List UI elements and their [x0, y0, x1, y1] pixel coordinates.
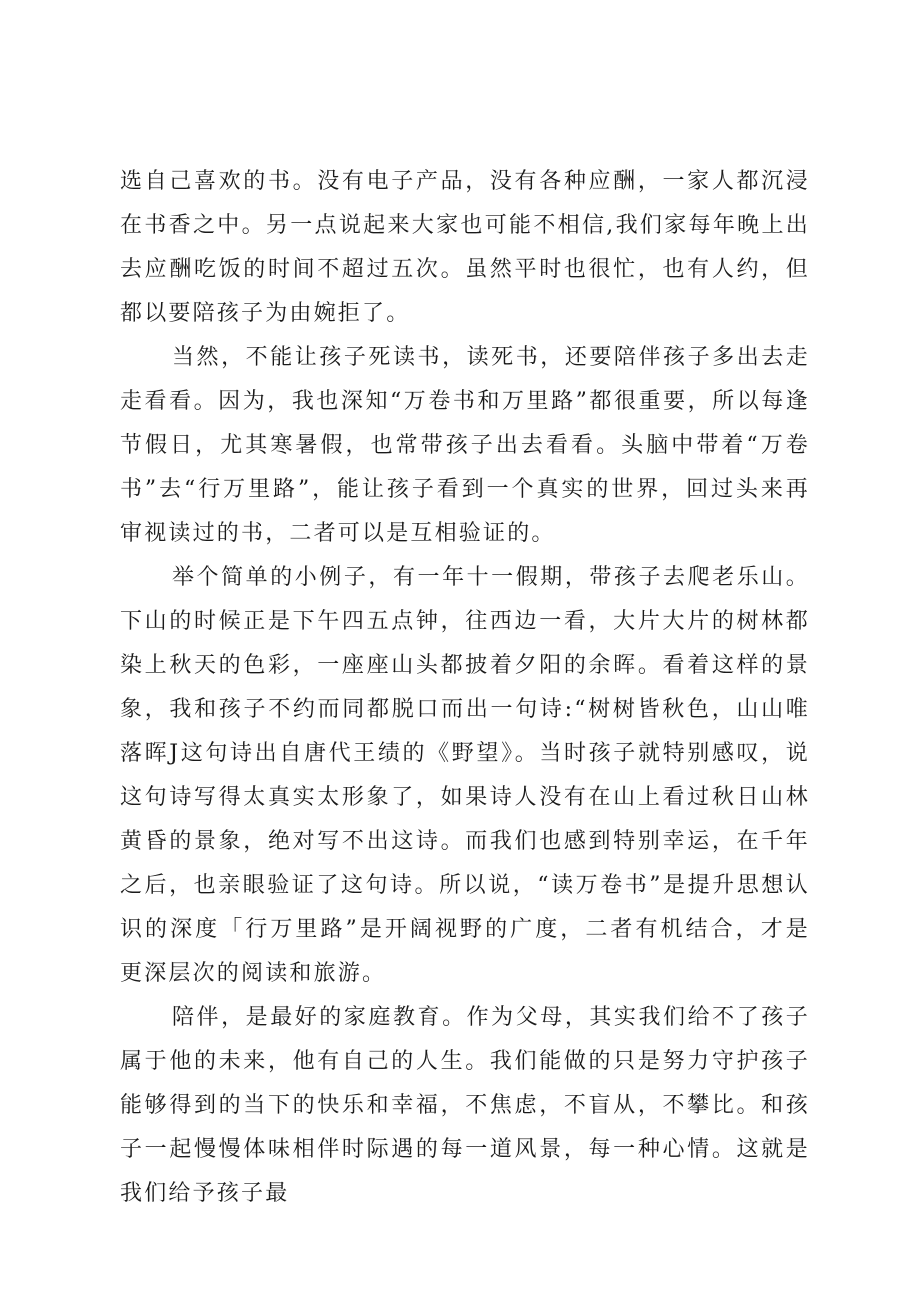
document-page: [120, 160, 810, 1216]
paragraph-3: 举个简单的小例子，有一年十一假期，带孩子去爬老乐山。下山的时候正是下午四五点钟，往西边一看，大片大片的树林都染上秋天的色彩，一座座山头都披着夕阳的余晖。看着这样的景象，我和孩子不约而同都脱口而出一句诗:“树树皆秋色，山山唯落晖J这句诗出自唐代王绩的《野望》。当时孩子就特别感叹，说这句诗写得太真实太形象了，如果诗人没有在山上看过秋日山林黄昏的景象，绝对写不出这诗。而我们也感到特别幸运，在千年之后，也亲眼验证了这句诗。所以说，“读万卷书”是提升思想认识的深度「行万里路”是开阔视野的广度，二者有机结合，才是更深层次的阅读和旅游。: [120, 565, 810, 986]
paragraph-2: 当然，不能让孩子死读书，读死书，还要陪伴孩子多出去走走看看。因为，我也深知“万卷书和万里路”都很重要，所以每逢节假日，尤其寒暑假，也常带孩子出去看看。头脑中带着“万卷书”去“行万里路”，能让孩子看到一个真实的世界，回过头来再审视读过的书，二者可以是互相验证的。: [120, 345, 810, 546]
paragraph-1: 选自己喜欢的书。没有电子产品，没有各种应酬，一家人都沉浸在书香之中。另一点说起来大家也可能不相信,我们家每年晚上出去应酬吃饭的时间不超过五次。虽然平时也很忙，也有人约，但都以要陪孩子为由婉拒了。: [120, 169, 810, 326]
paragraph-4: 陪伴，是最好的家庭教育。作为父母，其实我们给不了孩子属于他的未来，他有自己的人生。我们能做的只是努力守护孩子能够得到的当下的快乐和幸福，不焦虑，不盲从，不攀比。和孩子一起慢慢体味相伴时际遇的每一道风景，每一种心情。这就是我们给予孩子最: [120, 1005, 810, 1206]
